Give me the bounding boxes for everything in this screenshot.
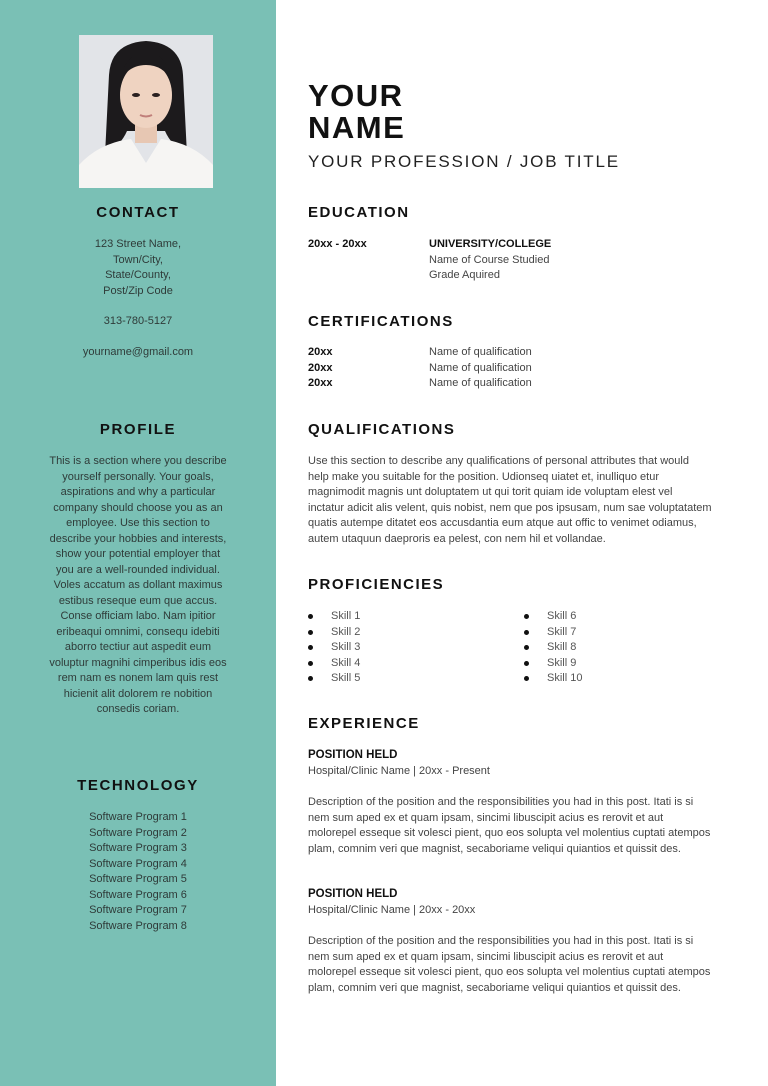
certifications-heading: CERTIFICATIONS: [308, 313, 454, 330]
position-subtitle: Hospital/Clinic Name | 20xx - Present: [308, 765, 490, 777]
profile-line: hicienit alit dolorem re nobition: [63, 687, 213, 700]
skill-item: Skill 1: [308, 609, 360, 625]
profile-photo: [79, 35, 213, 188]
description-line: nem sum aped ex et quam ipsam, sincimi libuscipit acius es rerovit et aut: [308, 811, 664, 824]
contact-address: [0, 237, 276, 299]
profile-line: company should choose you as an: [53, 501, 223, 514]
education-dates: 20xx - 20xx: [308, 238, 367, 250]
skills-column-2: [524, 609, 582, 687]
technology-list: [0, 810, 276, 934]
qualifications-line: inctatur adicit alis velent, quis nobist, nem que pos ipsusam, num sae voluptatatem: [308, 501, 712, 514]
profile-line: Conse officiam labo. Nam ipitior: [60, 610, 216, 622]
position-title: POSITION HELD: [308, 749, 398, 761]
profile-line: yourself personally. Your goals,: [62, 470, 214, 483]
certification-name: Name of qualification: [429, 377, 532, 389]
bullet-icon: [524, 676, 529, 681]
profile-line: eribeaqui omnimi, consequ idebiti: [56, 625, 220, 638]
address-line: Town/City,: [113, 253, 163, 266]
bullet-icon: [524, 630, 529, 635]
technology-item: Software Program 5: [89, 873, 187, 885]
bullet-icon: [524, 614, 529, 619]
name-line: YOUR: [308, 78, 404, 113]
skill-item: Skill 9: [524, 656, 582, 672]
skill-item: Skill 8: [524, 640, 582, 656]
technology-item: Software Program 4: [89, 857, 187, 870]
qualifications-line: autem utaquun daeproris ea pelest, con nem hil et vollandae.: [308, 532, 606, 545]
skill-item: Skill 2: [308, 625, 360, 641]
skill-item: Skill 4: [308, 656, 360, 672]
education-grade: Grade Aquired: [429, 269, 500, 281]
technology-item: Software Program 8: [89, 919, 187, 932]
profile-line: aborro tectiur aut aspedit eum: [64, 641, 212, 653]
applicant-name: [308, 80, 405, 144]
bullet-icon: [308, 645, 313, 650]
education-heading: EDUCATION: [308, 204, 410, 221]
skill-item: Skill 5: [308, 671, 360, 687]
bullet-icon: [308, 676, 313, 681]
profile-line: This is a section where you describe: [49, 455, 227, 467]
contact-email: yourname@gmail.com: [82, 346, 194, 358]
contact-heading: CONTACT: [96, 204, 180, 221]
education-course: Name of Course Studied: [429, 253, 550, 266]
profile-line: estibus reseque eum que accus.: [58, 594, 218, 607]
bullet-icon: [524, 661, 529, 666]
experience-heading: EXPERIENCE: [308, 715, 420, 732]
certification-year: 20xx: [308, 346, 333, 358]
skills-column-1: [308, 609, 360, 687]
technology-item: Software Program 6: [89, 888, 187, 901]
address-line: State/County,: [105, 269, 171, 281]
qualifications-line: help make you suitable for the position. Udionseq uiatet et, inulliquo etur: [308, 470, 659, 483]
bullet-icon: [308, 661, 313, 666]
certification-name: Name of qualification: [429, 361, 532, 374]
description-line: molorepel esseque sit volesci pient, quo eos solupta vel molentius cuptati atempos: [308, 827, 711, 839]
qualifications-line: Use this section to describe any qualifications of personal attributes that would: [308, 455, 689, 467]
description-line: Description of the position and the responsibilities you had in this post. Itati is si: [308, 796, 694, 808]
technology-item: Software Program 1: [89, 811, 187, 823]
technology-heading: TECHNOLOGY: [77, 777, 199, 794]
profile-line: describe your hobbies and interests,: [49, 532, 227, 545]
description-line: nem sum aped ex et quam ipsam, sincimi libuscipit acius es rerovit et aut: [308, 950, 664, 963]
technology-item: Software Program 7: [89, 904, 187, 916]
contact-phone: 313-780-5127: [103, 315, 173, 327]
profile-line: rem nam es nonem lam quis rest: [57, 672, 219, 684]
position-description: [308, 934, 724, 996]
skill-item: Skill 7: [524, 625, 582, 641]
technology-item: Software Program 2: [89, 826, 187, 839]
profile-line: aspirations and why a particular: [60, 486, 216, 498]
skill-item: Skill 10: [524, 671, 582, 687]
qualifications-line: quatis autempe ditatet eos accusdantia eum atque aut offic to venimet odiamus,: [308, 517, 697, 529]
profile-text: [40, 454, 236, 718]
qualifications-text: [308, 454, 724, 547]
skill-item: Skill 3: [308, 640, 360, 656]
name-line: NAME: [308, 110, 406, 145]
position-title: POSITION HELD: [308, 888, 398, 900]
address-line: 123 Street Name,: [94, 238, 182, 250]
description-line: molorepel esseque sit volesci pient, quo eos solupta vel molentius cuptati atempos: [308, 966, 711, 978]
bullet-icon: [524, 645, 529, 650]
profile-line: consedis coriam.: [96, 703, 180, 715]
profile-line: show your potential employer that: [55, 548, 221, 560]
address-line: Post/Zip Code: [103, 284, 173, 297]
description-line: plam, comnim veri que magnist, secaboriame veliqui quiantios et quissit des.: [308, 842, 681, 855]
proficiencies-heading: PROFICIENCIES: [308, 576, 445, 593]
profile-line: you are a well-rounded individual.: [56, 563, 220, 576]
qualifications-line: magnimodit magnis unt doluptatem ut qui torit quiam ide voluptam elest vel: [308, 486, 673, 498]
certification-year: 20xx: [308, 377, 333, 389]
position-subtitle: Hospital/Clinic Name | 20xx - 20xx: [308, 904, 476, 916]
bullet-icon: [308, 630, 313, 635]
description-line: plam, comnim veri que magnist, secaboriame veliqui quiantios et quissit des.: [308, 981, 681, 994]
profile-line: Voles accatum as dollant maximus: [53, 579, 223, 591]
job-title: YOUR PROFESSION / JOB TITLE: [308, 152, 620, 171]
skill-item: Skill 6: [524, 609, 582, 625]
bullet-icon: [308, 614, 313, 619]
technology-item: Software Program 3: [89, 842, 187, 854]
profile-heading: PROFILE: [99, 421, 177, 438]
certification-name: Name of qualification: [429, 346, 532, 358]
certification-year: 20xx: [308, 361, 333, 374]
profile-line: voluptur magnihi cimperibus idis eos: [49, 656, 227, 669]
position-description: [308, 795, 724, 857]
profile-line: employee. Use this section to: [66, 517, 210, 529]
qualifications-heading: QUALIFICATIONS: [308, 421, 456, 438]
description-line: Description of the position and the responsibilities you had in this post. Itati is si: [308, 935, 694, 947]
education-institution: UNIVERSITY/COLLEGE: [429, 238, 552, 250]
